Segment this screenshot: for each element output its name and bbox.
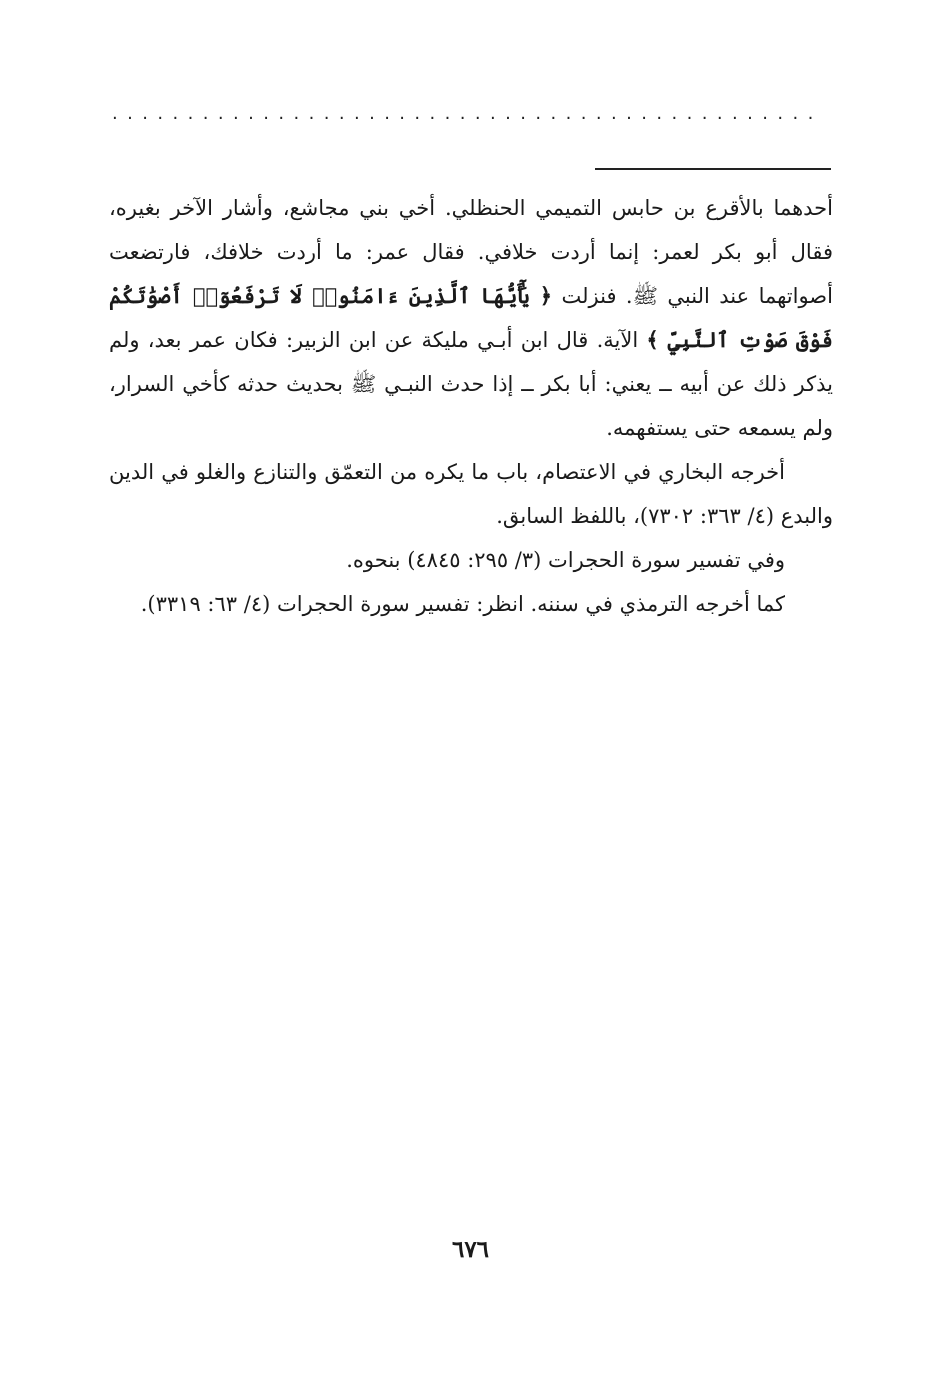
paragraph-1-part-1: أحدهما بالأقرع بن حابس التميمي الحنظلي. أخي بني مجاشع، وأشار الآخر بغيره، فقال أبو بكر لعمر: إنما أردت خلافي. فقال عمر: ما أردت خلافك، فارتضعت أصواتهما عند النبي ﷺ. فنزلت (109, 196, 833, 308)
dotted-separator: ............................................... (112, 104, 823, 124)
page-number: ٦٧٦ (451, 1236, 490, 1263)
footnote-paragraph-1 (109, 186, 833, 450)
quran-verse: ﴿ يَٰٓأَيُّهَا ٱلَّذِينَ ءَامَنُوا۟ لَا تَرْفَعُوٓا۟ أَصْوَٰتَكُمْ فَوْقَ صَوْتِ ٱلنَّبِيِّ ﴾ (109, 283, 833, 352)
paragraph-1-part-2: الآية. قال ابن أبـي مليكة عن ابن الزبير: فكان عمر بعد، ولم يذكر ذلك عن أبيه ــ يعني: أبا بكر ــ إذا حدث النبـي ﷺ بحديث حدثه كأخي السرار، ولم يسمعه حتى يستفهمه. (109, 328, 833, 440)
footnote-paragraph-2: أخرجه البخاري في الاعتصام، باب ما يكره من التعمّق والتنازع والغلو في الدين والبدع (٤/ ٣٦٣: ٧٣٠٢)، باللفظ السابق. (109, 460, 833, 528)
footnote-text (109, 186, 833, 626)
footnote-paragraph-3: وفي تفسير سورة الحجرات (٣/ ٢٩٥: ٤٨٤٥) بنحوه. (346, 548, 785, 572)
footnote-rule (595, 168, 831, 170)
footnote-paragraph-4: كما أخرجه الترمذي في سننه. انظر: تفسير سورة الحجرات (٤/ ٦٣: ٣٣١٩). (140, 592, 785, 616)
